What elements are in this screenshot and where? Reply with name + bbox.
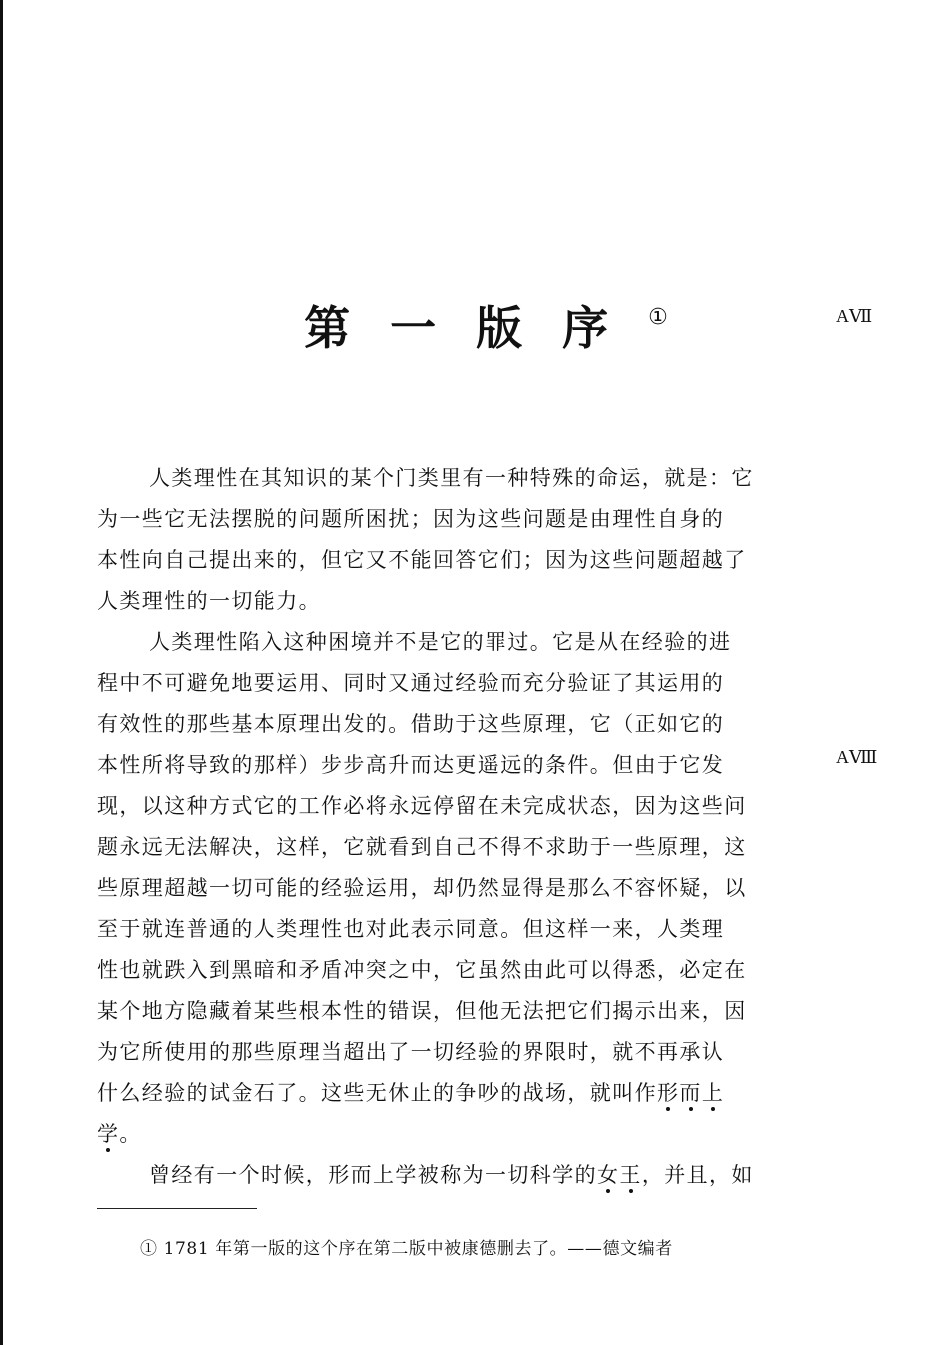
emphasized-char: 王 [619,1163,642,1187]
text-line: 人类理性的一切能力。 [97,589,321,613]
footnote: ① 1781 年第一版的这个序在第二版中被康德删去了。——德文编者 [140,1239,673,1259]
title-text: 第一版序 [304,301,649,355]
text-line: 有效性的那些基本原理出发的。借助于这些原理，它（正如它的 [97,712,725,736]
text-line: 些原理超越一切可能的经验运用，却仍然显得是那么不容怀疑，以 [97,876,747,900]
text-segment: 什么经验的试金石了。这些无休止的争吵的战场，就叫作 [97,1081,657,1105]
text-line: 性也就跌入到黑暗和矛盾冲突之中，它虽然由此可以得悉，必定在 [97,958,747,982]
text-line-with-emphasis [97,1073,817,1114]
text-line: 人类理性在其知识的某个门类里有一种特殊的命运，就是：它 [149,466,754,490]
title-footnote-marker: ① [648,305,668,330]
emphasized-char: 学 [97,1122,120,1146]
text-punctuation: 。 [119,1122,142,1146]
margin-page-number-a8: AⅧ [836,747,878,767]
body-text [97,458,817,1196]
page-left-border [0,0,3,1345]
text-line: 本性所将导致的那样）步步高升而达更遥远的条件。但由于它发 [97,753,725,777]
text-line: 为它所使用的那些原理当超出了一切经验的界限时，就不再承认 [97,1040,725,1064]
emphasized-char: 上 [701,1081,725,1105]
footnote-separator [97,1208,257,1209]
text-segment: 曾经有一个时候，形而上学被称为一切科学的 [149,1163,597,1187]
text-line: 程中不可避免地要运用、同时又通过经验而充分验证了其运用的 [97,671,725,695]
emphasized-char: 女 [597,1163,620,1187]
text-line: 本性向自己提出来的，但它又不能回答它们；因为这些问题超越了 [97,548,747,572]
text-line: 为一些它无法摆脱的问题所困扰；因为这些问题是由理性自身的 [97,507,725,531]
text-line-with-emphasis [97,1114,817,1155]
text-line: 题永远无法解决，这样，它就看到自己不得不求助于一些原理，这 [97,835,747,859]
text-line: 至于就连普通的人类理性也对此表示同意。但这样一来，人类理 [97,917,725,941]
text-line: 某个地方隐藏着某些根本性的错误，但他无法把它们揭示出来，因 [97,999,747,1023]
emphasized-char: 形 [657,1081,680,1105]
emphasized-char: 而 [679,1081,702,1105]
text-line: 现，以这种方式它的工作必将永远停留在未完成状态，因为这些问 [97,794,747,818]
margin-page-number-a7: AⅦ [836,306,873,326]
page-title [0,288,952,358]
text-line-with-emphasis [97,1155,817,1196]
text-segment: ，并且，如 [641,1163,754,1187]
text-line: 人类理性陷入这种困境并不是它的罪过。它是从在经验的进 [149,630,732,654]
